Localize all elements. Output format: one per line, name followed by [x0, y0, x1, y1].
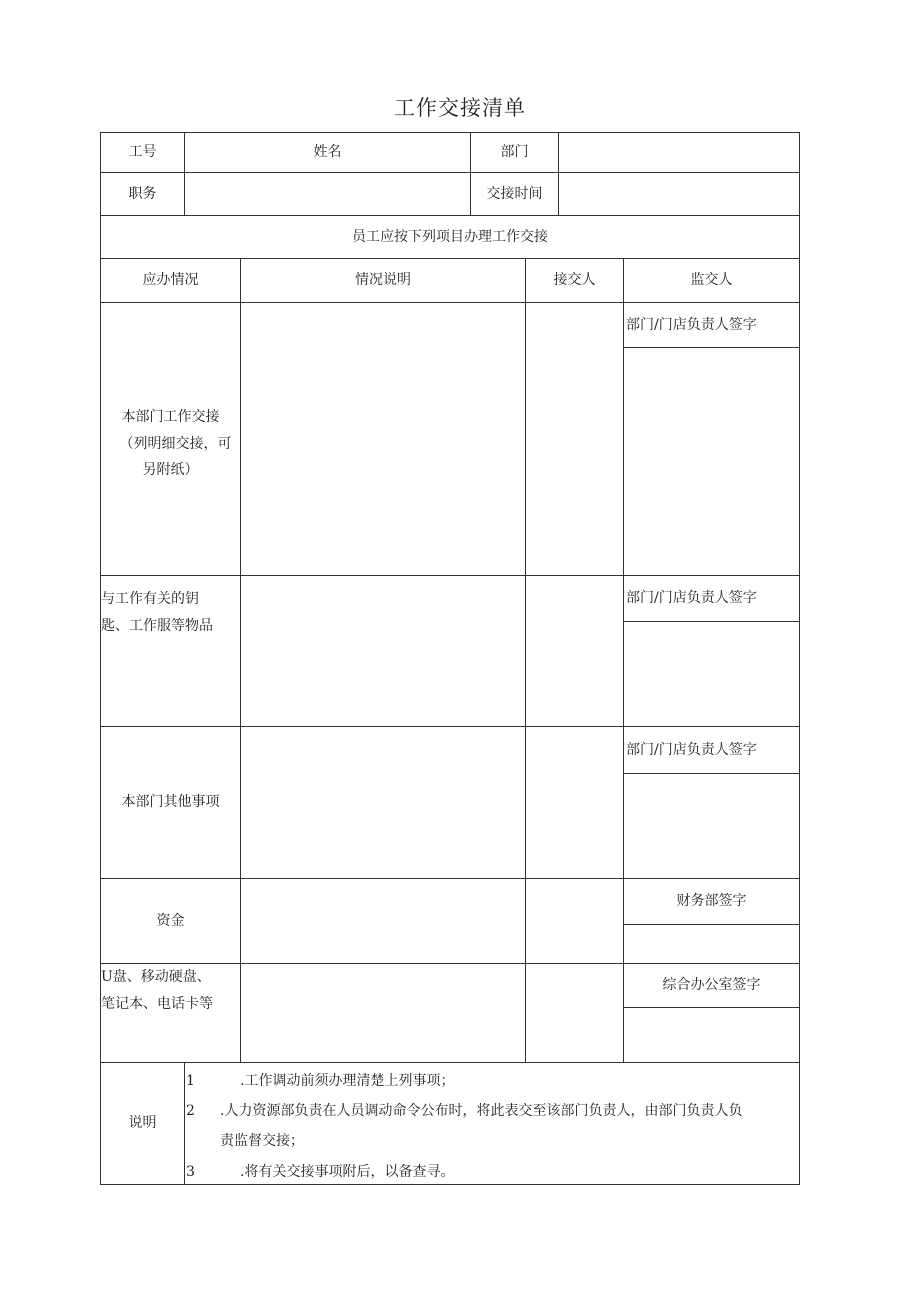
row-signer-label: 部门/门店负责人签字 [623, 302, 800, 348]
row-signer-label: 部门/门店负责人签字 [623, 575, 800, 622]
row-description-cell[interactable] [240, 878, 526, 964]
row-signer-label: 综合办公室签字 [623, 963, 800, 1008]
row-description-cell[interactable] [240, 575, 526, 727]
note-number: 3 [186, 1164, 195, 1180]
row-signature-cell[interactable] [623, 773, 800, 879]
row-item-devices [100, 963, 241, 1063]
row-receiver-cell[interactable] [525, 726, 624, 879]
column-header-receiver: 接交人 [525, 258, 624, 303]
row-receiver-cell[interactable] [525, 302, 624, 576]
row-item-keys-uniforms [100, 575, 241, 727]
row-item-line: （列明细交接，可 [119, 435, 232, 452]
department-field[interactable] [558, 132, 800, 173]
row-receiver-cell[interactable] [525, 878, 624, 964]
note-text: .人力资源部负责在人员调动命令公布时，将此表交至该部门负责人，由部门负责人负 [220, 1103, 743, 1119]
position-field[interactable] [184, 172, 471, 216]
row-signature-cell[interactable] [623, 621, 800, 727]
row-description-cell[interactable] [240, 963, 526, 1063]
name-label: 姓名 [184, 132, 471, 173]
handover-time-label: 交接时间 [470, 172, 559, 216]
row-item-line: 匙、工作服等物品 [101, 617, 213, 634]
row-signature-cell[interactable] [623, 924, 800, 964]
column-header-item: 应办情况 [100, 258, 241, 303]
notes-label: 说明 [100, 1062, 185, 1185]
row-signature-cell[interactable] [623, 1007, 800, 1063]
row-receiver-cell[interactable] [525, 963, 624, 1063]
document-title: 工作交接清单 [394, 96, 526, 120]
note-number: 2 [186, 1103, 195, 1119]
note-text-continued: 责监督交接； [220, 1133, 304, 1149]
row-signer-label: 财务部签字 [623, 878, 800, 925]
row-item-line: 笔记本、电话卡等 [101, 995, 213, 1012]
note-text: .将有关交接事项附后，以备查寻。 [240, 1164, 455, 1180]
row-item-dept-handover [100, 302, 241, 576]
row-signature-cell[interactable] [623, 347, 800, 576]
row-item-line: 本部门工作交接 [121, 409, 220, 426]
instruction-banner: 员工应按下列项目办理工作交接 [100, 215, 800, 259]
column-header-description: 情况说明 [240, 258, 526, 303]
row-description-cell[interactable] [240, 302, 526, 576]
handover-form [100, 132, 800, 1185]
position-label: 职务 [100, 172, 185, 216]
row-item-other-matters: 本部门其他事项 [100, 726, 241, 879]
note-number: 1 [186, 1073, 195, 1089]
note-text: .工作调动前须办理清楚上列事项； [240, 1073, 455, 1089]
row-item-line: 另附纸） [142, 462, 199, 479]
row-item-line: U盘、移动硬盘、 [101, 969, 211, 985]
row-description-cell[interactable] [240, 726, 526, 879]
column-header-supervisor: 监交人 [623, 258, 800, 303]
row-signer-label: 部门/门店负责人签字 [623, 726, 800, 774]
row-item-line: 与工作有关的钥 [101, 591, 199, 607]
employee-no-label: 工号 [100, 132, 185, 173]
department-label: 部门 [470, 132, 559, 173]
row-receiver-cell[interactable] [525, 575, 624, 727]
row-item-funds: 资金 [100, 878, 241, 964]
handover-time-field[interactable] [558, 172, 800, 216]
